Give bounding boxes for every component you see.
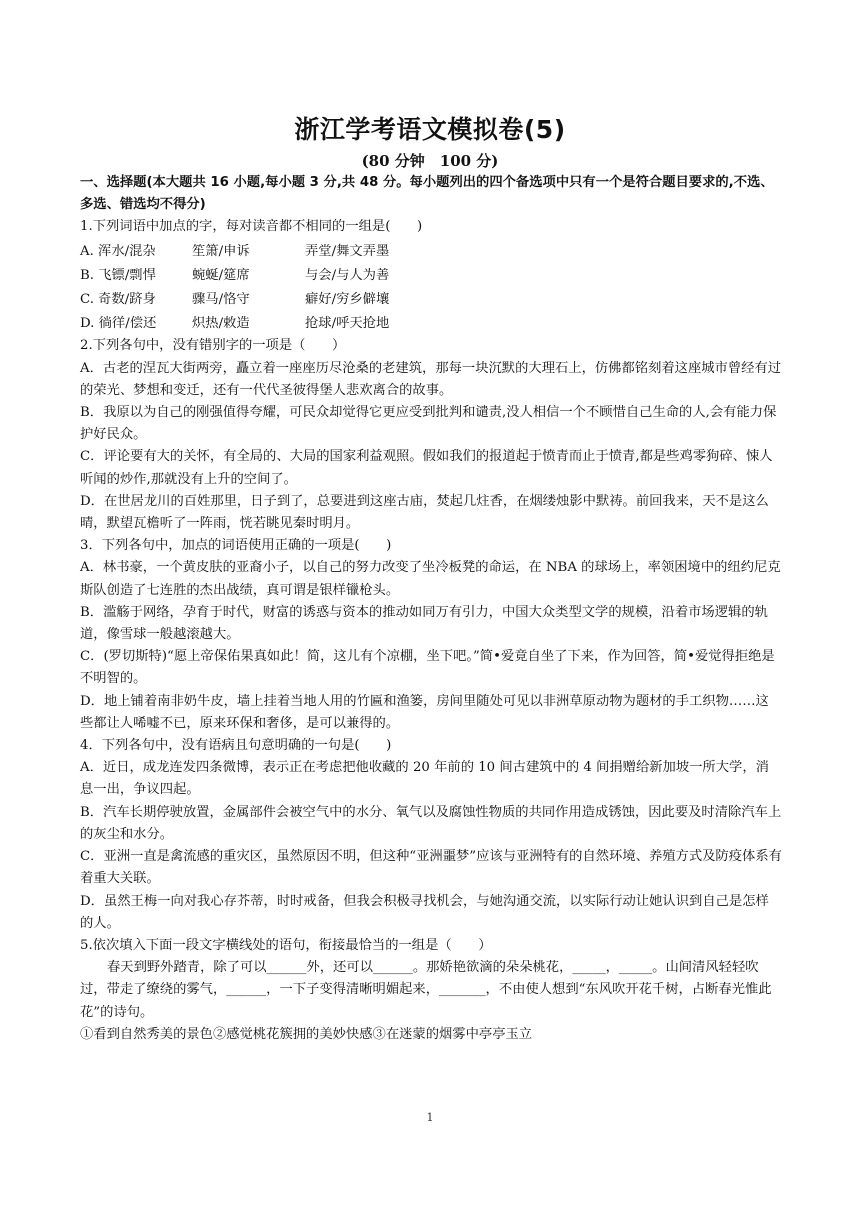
option-text: D．地上铺着南非奶牛皮，墙上挂着当地人用的竹匾和渔篓，房间里随处可见以非洲草原动物为题材的手工织物……这些都让人唏嘘不已，原来环保和奢侈，是可以兼得的。	[80, 693, 769, 731]
option-text: 蜿蜒/筵席	[192, 267, 250, 283]
question-3	[80, 535, 782, 735]
option-text: 弄堂/舞文弄墨	[305, 243, 390, 259]
option-text: B．我原以为自己的刚强值得夸耀，可民众却觉得它更应受到批判和谴责,没人相信一个不顾惜自己生命的人,会有能力保护好民众。	[80, 405, 777, 443]
option-text: A. 浑水/混杂	[80, 243, 156, 259]
option-text: C．(罗切斯特)“愿上帝保佑果真如此！简，这儿有个凉棚，坐下吧。”简•爱竟自坐了下来，作为回答，简•爱觉得拒绝是不明智的。	[80, 649, 775, 687]
page-number: 1	[426, 1111, 434, 1124]
option-text: B．滥觞于网络，孕育于时代，财富的诱惑与资本的推动如同万有引力，中国大众类型文学的规模，沿着市场逻辑的轨道，像雪球一般越滚越大。	[80, 604, 768, 643]
option-text: 癖好/穷乡僻壤	[305, 292, 390, 308]
exam-content	[80, 172, 782, 1046]
option-text: 笙箫/申诉	[192, 243, 250, 259]
exam-subtitle: (80 分钟 100 分)	[361, 152, 499, 170]
option-text: B．汽车长期停驶放置，金属部件会被空气中的水分、氧气以及腐蚀性物质的共同作用造成锈蚀，因此要及时清除汽车上的灰尘和水分。	[80, 804, 782, 842]
exam-title: 浙江学考语文模拟卷(5)	[294, 115, 566, 144]
answer-choices: ①看到自然秀美的景色②感觉桃花簇拥的美妙快感③在迷蒙的烟雾中亭亭玉立	[80, 1026, 533, 1042]
option-row	[80, 313, 782, 335]
option-text: 与会/与人为善	[305, 267, 390, 283]
option-row	[80, 265, 782, 287]
option-text: C．亚洲一直是禽流感的重灾区，虽然原因不明，但这种“亚洲噩梦”应该与亚洲特有的自然环境、养殖方式及防疫体系有着重大关联。	[80, 849, 782, 887]
option-text: C. 奇数/跻身	[80, 292, 156, 308]
option-text: B. 飞镖/剽悍	[80, 267, 156, 283]
option-row	[80, 289, 782, 311]
question-stem: 3．下列各句中，加点的词语使用正确的一项是( )	[80, 538, 392, 554]
option-text: 炽热/敕造	[192, 316, 250, 332]
option-text: A．古老的涅瓦大街两旁，矗立着一座座历尽沧桑的老建筑，那每一块沉默的大理石上，仿佛都铭刻着这座城市曾经有过的荣光、梦想和变迁，还有一代代圣彼得堡人悲欢离合的故事。	[80, 360, 782, 398]
option-text: 骤马/恪守	[192, 292, 250, 308]
question-stem: 2.下列各句中，没有错别字的一项是（ ）	[80, 338, 346, 354]
question-stem: 1.下列词语中加点的字，每对读音都不相同的一组是( )	[80, 219, 423, 235]
question-5	[80, 935, 782, 1046]
question-4	[80, 735, 782, 935]
section-heading: 一、选择题(本大题共 16 小题,每小题 3 分,共 48 分。每小题列出的四个备选项中只有一个是符合题目要求的,不选、多选、错选均不得分)	[80, 175, 774, 213]
option-text: A．林书豪，一个黄皮肤的亚裔小子，以自己的努力改变了坐冷板凳的命运，在 NBA 的球场上，率领困境中的纽约尼克斯队创造了七连胜的杰出战绩，真可谓是银样镴枪头。	[80, 560, 781, 598]
question-stem: 4．下列各句中，没有语病且句意明确的一句是( )	[80, 738, 392, 754]
question-passage: 春天到野外踏青，除了可以______外，还可以______。那娇艳欲滴的朵朵桃花，_____，_____。山间清风轻轻吹过，带走了缭绕的雾气，______，一下子变得清晰明媚起来，_______，不由使人想到“东风吹开花千树，占断春光惟此花”的诗句。	[80, 960, 772, 1020]
option-text: D. 徜徉/偿还	[80, 316, 157, 332]
option-text: D．虽然王梅一向对我心存芥蒂，时时戒备，但我会积极寻找机会，与她沟通交流，以实际行动让她认识到自己是怎样的人。	[80, 893, 769, 931]
option-text: 抢球/呼天抢地	[305, 316, 390, 332]
question-2	[80, 335, 782, 535]
option-text: A．近日，成龙连发四条微博，表示正在考虑把他收藏的 20 年前的 10 间古建筑中的 4 间捐赠给新加坡一所大学，消息一出，争议四起。	[80, 760, 769, 798]
option-text: C．评论要有大的关怀，有全局的、大局的国家利益观照。假如我们的报道起于愤青而止于愤青,都是些鸡零狗碎、悚人听闻的炒作,那就没有上升的空间了。	[80, 449, 773, 487]
question-stem: 5.依次填入下面一段文字横线处的语句，衔接最恰当的一组是（ ）	[80, 937, 492, 953]
option-text: D．在世居龙川的百姓那里，日子到了，总要进到这座古庙，焚起几炷香，在烟缕烛影中默祷。前回我来，天不是这么晴，默望瓦檐听了一阵雨，恍若眺见秦时明月。	[80, 493, 769, 532]
question-1	[80, 216, 782, 335]
option-row	[80, 241, 782, 263]
